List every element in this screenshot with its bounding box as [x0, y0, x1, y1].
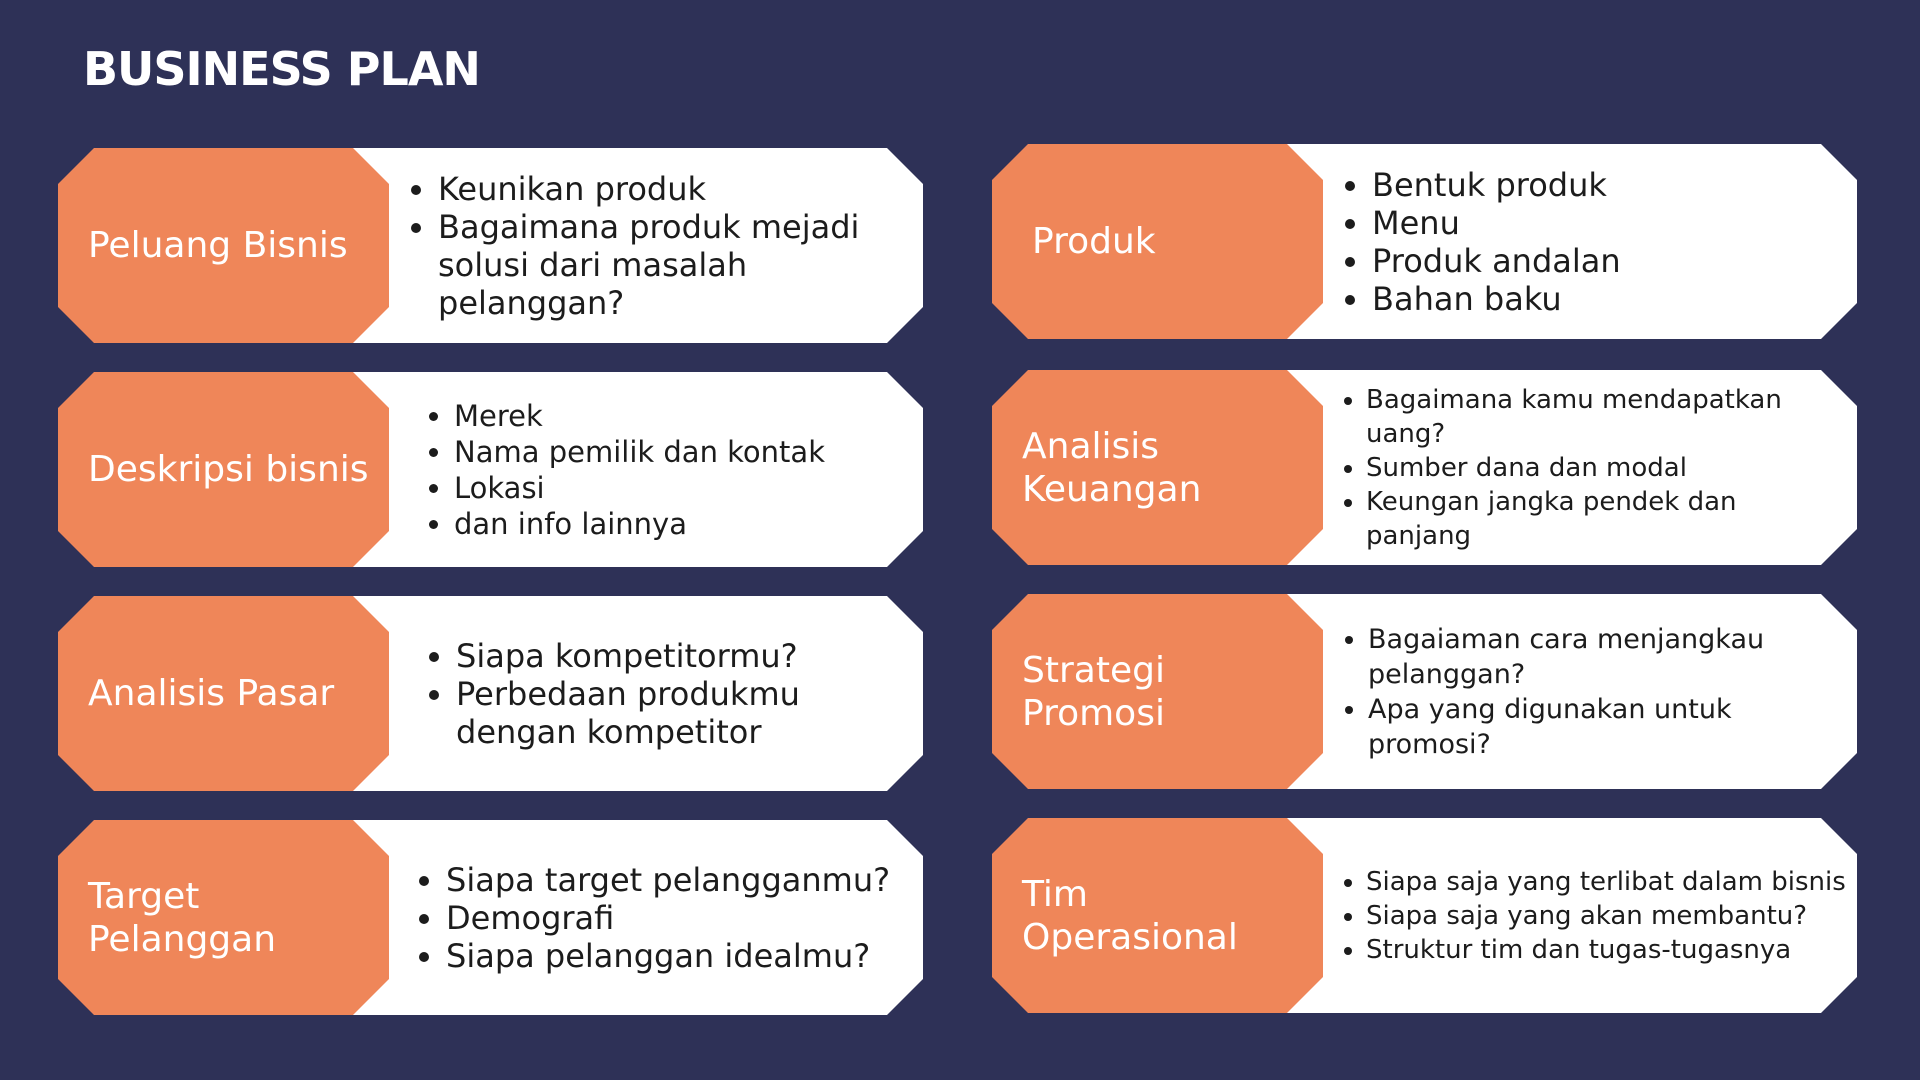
bullet-list	[1338, 383, 1838, 553]
card-label-line: Target	[88, 875, 200, 917]
list-item: • Nama pemilik dan kontak	[454, 434, 825, 470]
list-item: • Bagaimana produk mejadi solusi dari masalah pelanggan?	[438, 208, 890, 322]
list-item: • Bentuk produk	[1372, 166, 1621, 204]
card-label	[992, 594, 1322, 789]
bullet-list	[1344, 166, 1621, 318]
bullet-list	[410, 170, 890, 322]
bullet-list	[1338, 865, 1846, 967]
page-title: BUSINESS PLAN	[83, 42, 480, 96]
card-analisis-keuangan	[992, 370, 1857, 565]
card-label	[992, 818, 1322, 1013]
card-label-line: Keuangan	[1022, 468, 1202, 510]
list-item: • Bagaiaman cara menjangkau pelanggan?	[1368, 622, 1830, 692]
card-label	[992, 144, 1322, 339]
list-item: • Bagaimana kamu mendapatkan uang?	[1366, 383, 1838, 451]
list-item: • Keungan jangka pendek dan panjang	[1366, 485, 1838, 553]
card-label	[58, 596, 388, 791]
card-label-line: Strategi	[1022, 649, 1165, 691]
list-item: • Produk andalan	[1372, 242, 1621, 280]
list-item: • Keunikan produk	[438, 170, 890, 208]
card-label-line: Peluang Bisnis	[88, 225, 348, 266]
list-item: • Siapa saja yang akan membantu?	[1366, 899, 1846, 933]
card-tim-operasional	[992, 818, 1857, 1013]
list-item: • Demografi	[446, 899, 890, 937]
list-item: • Sumber dana dan modal	[1366, 451, 1838, 485]
card-label-line: Operasional	[1022, 916, 1238, 958]
card-content	[1338, 370, 1838, 565]
card-content	[1340, 594, 1830, 789]
card-strategi-promosi	[992, 594, 1857, 789]
card-label	[992, 370, 1322, 565]
list-item: • Perbedaan produkmu dengan kompetitor	[456, 675, 908, 751]
list-item: • Struktur tim dan tugas-tugasnya	[1366, 933, 1846, 967]
card-label-line: Pelanggan	[88, 918, 277, 960]
card-content	[1344, 144, 1824, 339]
card-produk	[992, 144, 1857, 339]
card-content	[1338, 818, 1848, 1013]
list-item: • Siapa saja yang terlibat dalam bisnis	[1366, 865, 1846, 899]
list-item: • Menu	[1372, 204, 1621, 242]
card-target-pelanggan	[58, 820, 923, 1015]
card-content	[410, 148, 890, 343]
card-label-line: Deskripsi bisnis	[88, 449, 369, 490]
card-label-line: Analisis	[1022, 425, 1160, 467]
card-deskripsi-bisnis	[58, 372, 923, 567]
bullet-list	[418, 861, 890, 975]
list-item: • Siapa kompetitormu?	[456, 637, 908, 675]
card-content	[428, 596, 908, 791]
list-item: • Apa yang digunakan untuk promosi?	[1368, 692, 1830, 762]
card-label	[58, 148, 388, 343]
card-label-line: Tim	[1022, 873, 1088, 915]
card-content	[426, 372, 906, 567]
card-label-line: Promosi	[1022, 692, 1165, 734]
list-item: • Merek	[454, 398, 825, 434]
list-item: • Bahan baku	[1372, 280, 1621, 318]
list-item: • Siapa pelanggan idealmu?	[446, 937, 890, 975]
card-content	[418, 820, 898, 1015]
bullet-list	[426, 398, 825, 542]
card-peluang-bisnis	[58, 148, 923, 343]
bullet-list	[1340, 622, 1830, 762]
card-label	[58, 820, 388, 1015]
card-label-line: Analisis Pasar	[88, 673, 335, 714]
list-item: • Lokasi	[454, 470, 825, 506]
bullet-list	[428, 637, 908, 751]
card-label-line: Produk	[1032, 221, 1156, 262]
card-analisis-pasar	[58, 596, 923, 791]
list-item: • Siapa target pelangganmu?	[446, 861, 890, 899]
list-item: • dan info lainnya	[454, 506, 825, 542]
card-label	[58, 372, 388, 567]
